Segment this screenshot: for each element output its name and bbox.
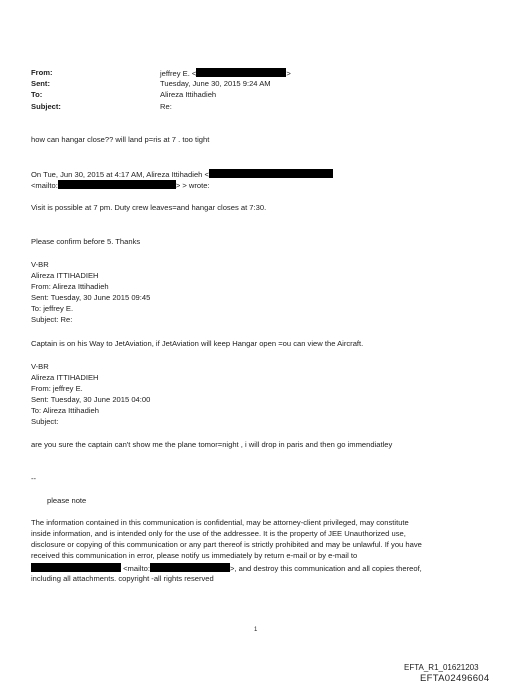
sig2-line: Alireza ITTIHADIEH — [31, 373, 99, 382]
disclaimer-mailto: <mailto: — [123, 564, 150, 573]
quote-header — [31, 169, 333, 180]
quote-header-text: On Tue, Jun 30, 2015 at 4:17 AM, Alireza Ittihadieh < — [31, 170, 209, 179]
visit-line: Visit is possible at 7 pm. Duty crew leaves=and hangar closes at 7:30. — [31, 203, 267, 212]
message-line: how can hangar close?? will land p=ris at 7 . too tight — [31, 135, 210, 144]
redaction-bar — [150, 563, 230, 572]
redaction-bar — [58, 180, 176, 189]
mailto-text: <mailto: — [31, 181, 58, 190]
disclaimer-line: inside information, and is intended only for the use of the addressee. It is the property of JEE Unauthorized use, — [31, 529, 406, 538]
disclaimer-line: including all attachments. copyright -all rights reserved — [31, 574, 214, 583]
subject-value: Re: — [160, 102, 172, 111]
sig2-line: Subject: — [31, 417, 59, 426]
sig2-line: V-BR — [31, 362, 49, 371]
bates-ref-2: EFTA02496604 — [420, 673, 490, 684]
sent-value: Tuesday, June 30, 2015 9:24 AM — [160, 79, 271, 88]
from-value — [160, 68, 291, 79]
disclaimer-line: disclosure or copying of this communication or any part thereof is strictly prohibited and may be unlawful. If you have — [31, 540, 422, 549]
redaction-bar — [209, 169, 333, 178]
confirm-line: Please confirm before 5. Thanks — [31, 237, 141, 246]
to-value: Alireza Ittihadieh — [160, 90, 217, 99]
page-number: 1 — [254, 627, 258, 633]
to-label: To: — [31, 90, 43, 99]
disclaimer-line: The information contained in this communication is confidential, may be attorney-client privileged, may constitute — [31, 518, 409, 527]
sent-label: Sent: — [31, 79, 50, 88]
from-label: From: — [31, 68, 53, 77]
sig1-line: From: Alireza Ittihadieh — [31, 282, 109, 291]
sig1-line: Alireza ITTIHADIEH — [31, 271, 99, 280]
disclaimer-after: >, and destroy this communication and all copies thereof, — [229, 564, 422, 573]
sig1-line: To: jeffrey E. — [31, 304, 74, 313]
redaction-bar — [196, 68, 286, 77]
from-name: jeffrey E. < — [160, 69, 197, 78]
sig2-line: From: jeffrey E. — [31, 384, 83, 393]
captain-line: Captain is on his Way to JetAviation, if JetAviation will keep Hangar open =ou can view the Aircraft. — [31, 339, 364, 348]
sig1-line: Sent: Tuesday, 30 June 2015 09:45 — [31, 293, 151, 302]
sig1-line: Subject: Re: — [31, 315, 73, 324]
redaction-bar — [31, 563, 121, 572]
disclaimer-redacted-line — [31, 563, 422, 574]
please-note: please note — [47, 496, 87, 505]
signature-dashes: -- — [31, 474, 37, 483]
question-line: are you sure the captain can't show me the plane tomor=night , i will drop in paris and then go immendiatley — [31, 440, 393, 449]
subject-label: Subject: — [31, 102, 61, 111]
sig1-line: V-BR — [31, 260, 49, 269]
disclaimer-line: received this communication in error, please notify us immediately by return e-mail or by e-mail to — [31, 551, 358, 560]
bates-ref-1: EFTA_R1_01621203 — [404, 663, 479, 672]
from-end: > — [286, 69, 291, 78]
sig2-line: To: Alireza Ittihadieh — [31, 406, 99, 415]
quote-mailto — [31, 180, 210, 191]
sig2-line: Sent: Tuesday, 30 June 2015 04:00 — [31, 395, 151, 404]
wrote-text: > > wrote: — [175, 181, 210, 190]
